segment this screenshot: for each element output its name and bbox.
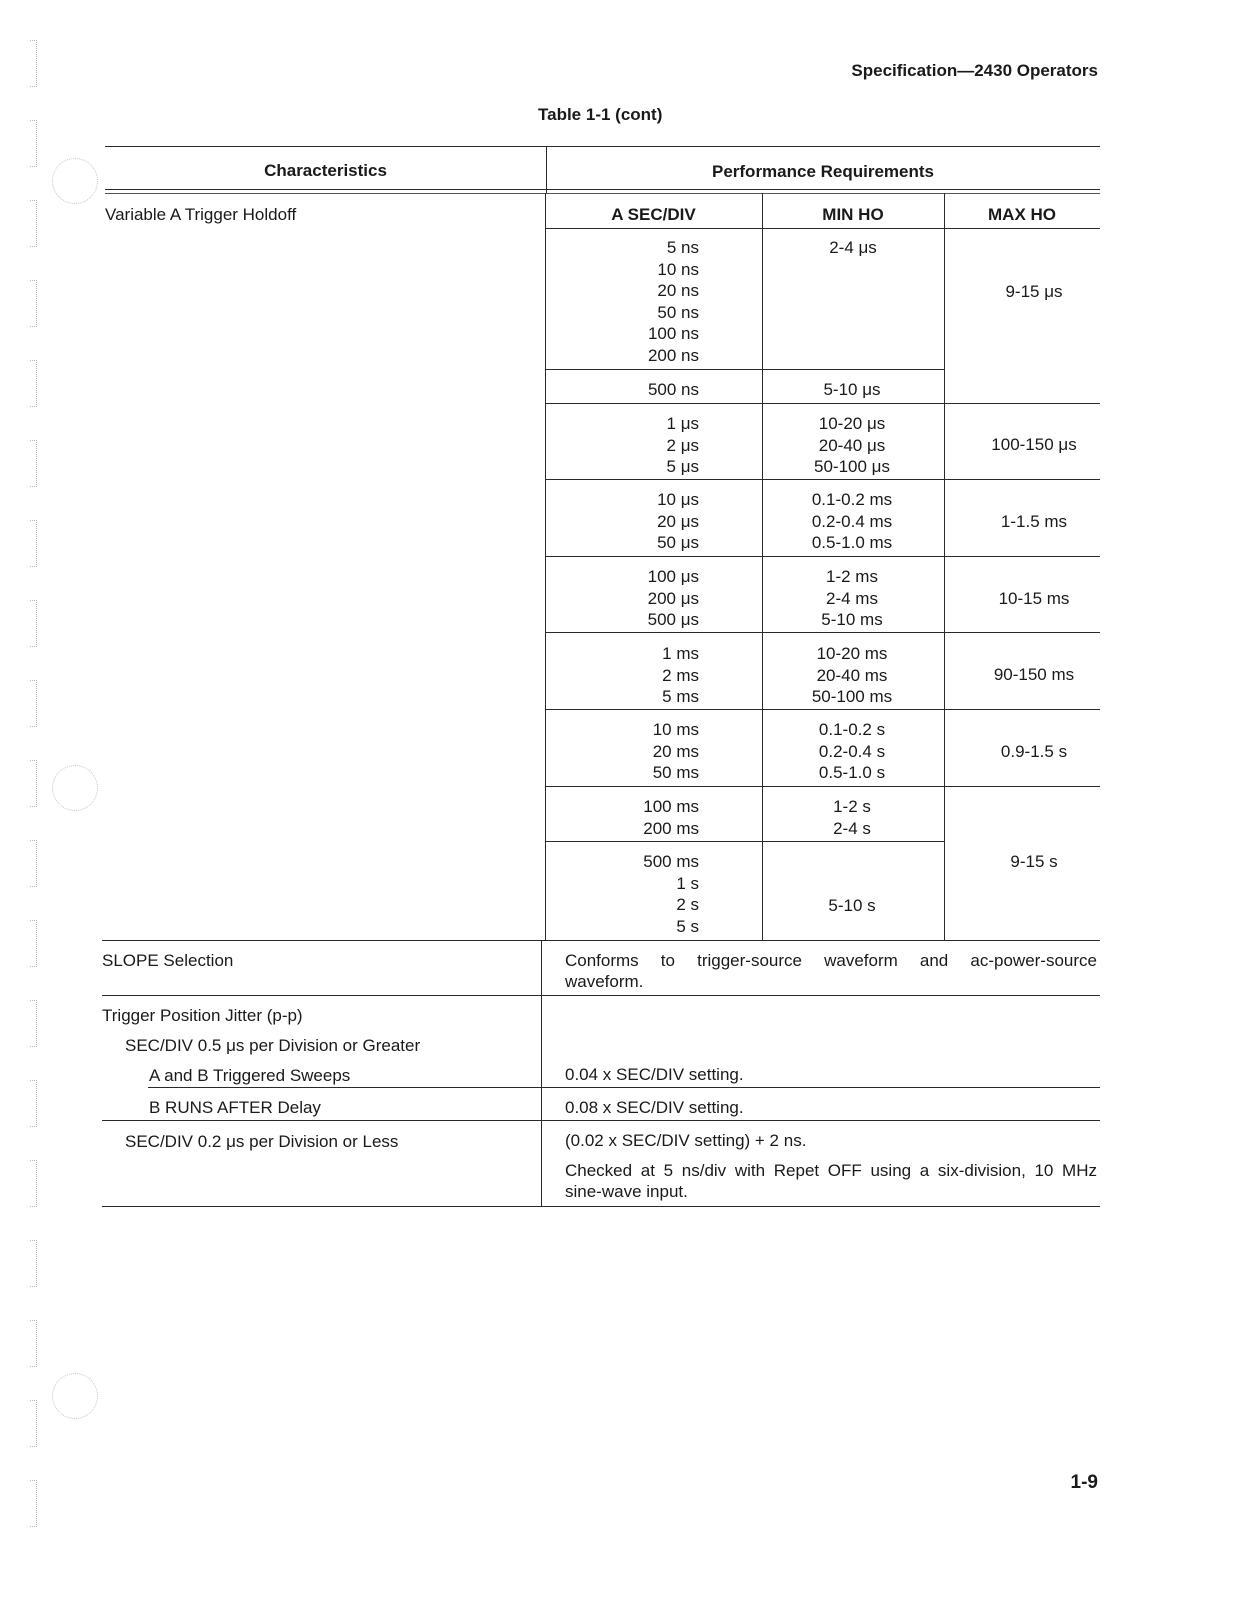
holdoff-max-value: 10-15 ms [998, 589, 1070, 608]
jitter-sub-1b: B RUNS AFTER Delay [149, 1098, 321, 1117]
column-header-performance: Performance Requirements [711, 162, 935, 181]
holdoff-max-value: 1-1.5 ms [1000, 512, 1068, 531]
holdoff-max-value: 90-150 ms [993, 665, 1075, 684]
holdoff-min-values: 5-10 μs [823, 380, 881, 399]
jitter-sub-1a: A and B Triggered Sweeps [149, 1066, 351, 1085]
slope-line-2: waveform. [565, 972, 644, 991]
holdoff-sec-values: 10 μs 20 μs 50 μs [657, 490, 699, 553]
holdoff-min-values: 0.1-0.2 ms 0.2-0.4 ms 0.5-1.0 ms [811, 490, 893, 553]
holdoff-sec-values: 100 μs 200 μs 500 μs [647, 567, 699, 630]
table-title: Table 1-1 (cont) [538, 105, 663, 124]
holdoff-min-values: 10-20 ms 20-40 ms 50-100 ms [811, 644, 893, 707]
subheader-a-sec-div: A SEC/DIV [611, 205, 696, 224]
slope-line-1: Conforms to trigger-source waveform and ac-power-source [565, 951, 1097, 970]
jitter-label: Trigger Position Jitter (p-p) [102, 1006, 303, 1025]
subheader-max-ho: MAX HO [988, 205, 1056, 224]
holdoff-sec-values: 1 μs 2 μs 5 μs [666, 414, 699, 477]
holdoff-sec-values: 100 ms 200 ms [643, 797, 699, 838]
holdoff-sec-values: 1 ms 2 ms 5 ms [662, 644, 699, 707]
jitter-sub-1b-value: 0.08 x SEC/DIV setting. [565, 1098, 744, 1117]
holdoff-sec-values: 10 ms 20 ms 50 ms [652, 720, 699, 783]
page-number: 1-9 [1070, 1472, 1098, 1493]
holdoff-sec-values: 500 ns [647, 380, 699, 399]
jitter-sub-1a-value: 0.04 x SEC/DIV setting. [565, 1065, 744, 1084]
subheader-min-ho: MIN HO [822, 205, 884, 224]
holdoff-min-values: 10-20 μs 20-40 μs 50-100 μs [814, 414, 890, 477]
holdoff-min-values: 2-4 μs [829, 238, 877, 257]
holdoff-max-value: 100-150 μs [991, 435, 1077, 454]
holdoff-max-value: 0.9-1.5 s [1000, 742, 1068, 761]
jitter-sub-2-value: (0.02 x SEC/DIV setting) + 2 ns. [565, 1131, 807, 1150]
jitter-sub-2: SEC/DIV 0.2 μs per Division or Less [125, 1132, 399, 1151]
holdoff-max-value: 9-15 s [1010, 852, 1058, 871]
holdoff-label: Variable A Trigger Holdoff [105, 205, 297, 224]
holdoff-min-values: 1-2 s 2-4 s [833, 797, 871, 838]
jitter-sub-2-note-line-2: sine-wave input. [565, 1182, 688, 1201]
holdoff-min-values: 5-10 s [828, 896, 876, 915]
holdoff-max-value: 9-15 μs [1005, 282, 1063, 301]
jitter-sub-2-note-line-1: Checked at 5 ns/div with Repet OFF using a six-division, 10 MHz [565, 1161, 1097, 1180]
holdoff-sec-values: 500 ms 1 s 2 s 5 s [643, 852, 699, 936]
slope-label: SLOPE Selection [102, 951, 234, 970]
holdoff-sec-values: 5 ns 10 ns 20 ns 50 ns 100 ns 200 ns [647, 238, 699, 365]
column-header-characteristics: Characteristics [264, 161, 387, 180]
holdoff-min-values: 0.1-0.2 s 0.2-0.4 s 0.5-1.0 s [818, 720, 886, 783]
holdoff-min-values: 1-2 ms 2-4 ms 5-10 ms [821, 567, 883, 630]
running-title: Specification—2430 Operators [851, 61, 1098, 80]
jitter-sub-1: SEC/DIV 0.5 μs per Division or Greater [125, 1036, 421, 1055]
